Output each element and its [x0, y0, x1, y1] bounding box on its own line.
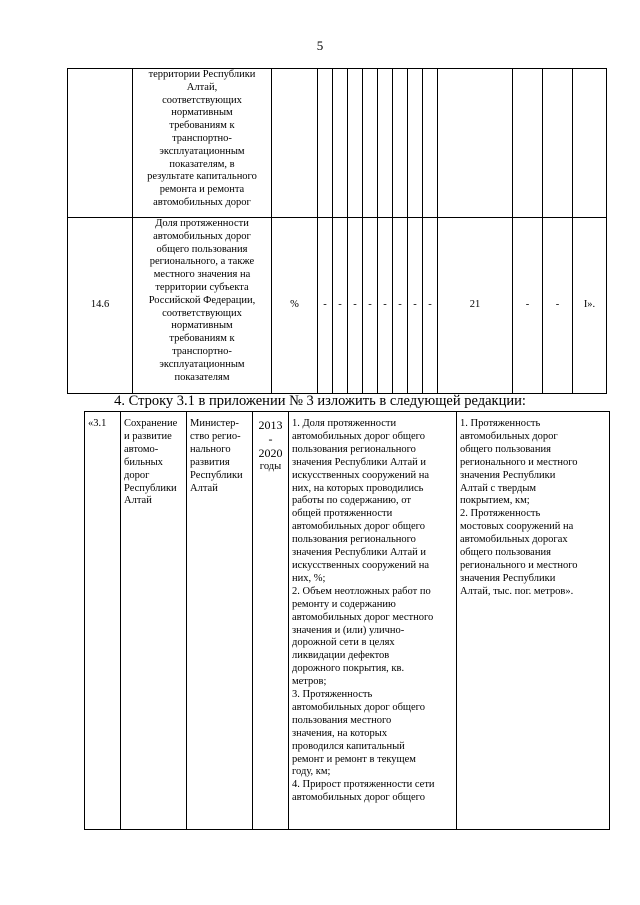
indicator-line: дорожной сети в целях [292, 637, 395, 649]
indicator-line: них, на которых проводились [292, 482, 424, 494]
description-line: показателям, в [169, 158, 235, 170]
results-cell [457, 412, 610, 830]
description-line: эксплуатационным [159, 358, 245, 370]
indicator-line: общей протяженности [292, 508, 393, 520]
description-line: автомобильных дорог [153, 196, 251, 208]
result-line: значения Республики [460, 572, 556, 584]
result-line: Алтай, тыс. пог. метров». [460, 585, 574, 597]
program-line: Республики [124, 482, 177, 494]
closing-quote-cell: I». [573, 218, 607, 394]
description-line: общего пользования [156, 243, 248, 255]
result-line: Алтай с твердым [460, 482, 537, 494]
indicators-table-continued [67, 68, 607, 394]
result-line: 1. Протяженность [460, 418, 541, 429]
indicator-line: значения, на которых [292, 727, 388, 739]
years-line: 2020 [258, 446, 283, 460]
program-line: автомо- [124, 443, 159, 455]
page-number: 5 [316, 38, 324, 53]
indicator-line: ремонт и ремонт в текущем [292, 753, 416, 765]
value-cell: - [393, 218, 408, 394]
row-number-cell: «3.1 [85, 412, 121, 830]
indicator-line: метров; [292, 676, 327, 688]
indicator-line: ликвидации дефектов [292, 650, 390, 662]
ministry-line: ство регио- [190, 430, 241, 442]
description-line: соответствующих [162, 307, 242, 319]
indicator-line: 2. Объем неотложных работ по [292, 585, 431, 597]
ministry-cell [187, 412, 253, 830]
indicator-line: значения Республики Алтай и [292, 456, 427, 468]
description-line: Российской Федерации, [148, 294, 256, 306]
indicator-line: искусственных сооружений на [292, 559, 430, 571]
indicator-line: искусственных сооружений на [292, 469, 430, 481]
description-line: результате капитального [147, 171, 257, 183]
description-line: нормативным [171, 320, 233, 332]
ministry-line: развития [190, 456, 230, 468]
result-line: автомобильных дорогах [460, 534, 568, 546]
description-line: соответствующих [162, 94, 242, 106]
ministry-line: нального [190, 443, 231, 455]
indicator-line: значения и (или) улично- [292, 624, 405, 636]
result-line: значения Республики [460, 469, 556, 481]
program-name-cell [121, 412, 187, 830]
value-cell: 21 [438, 218, 513, 394]
result-line: 2. Протяженность [460, 508, 541, 520]
result-line: автомобильных дорог [460, 430, 558, 442]
description-line: территории Республики [148, 69, 256, 80]
program-line: бильных [124, 456, 163, 468]
row-number-cell [68, 69, 133, 218]
result-line: регионального и местного [460, 456, 578, 468]
indicator-line: году, км; [292, 766, 331, 778]
table-row [68, 218, 607, 394]
description-line: регионального, а также [149, 256, 255, 268]
description-line: местного значения на [153, 269, 251, 281]
description-line: нормативным [171, 107, 233, 119]
description-line: показателям [174, 371, 230, 383]
result-line: покрытием, км; [460, 495, 530, 507]
result-line: мостовых сооружений на [460, 521, 574, 533]
indicator-line: автомобильных дорог общего [292, 701, 425, 713]
result-line: общего пользования [460, 443, 551, 455]
indicator-line: работы по содержанию, от [292, 495, 411, 507]
description-line: ремонта и ремонта [159, 184, 245, 196]
indicator-line: 4. Прирост протяженности сети [292, 779, 435, 791]
description-line: транспортно- [172, 345, 232, 357]
indicators-cell [289, 412, 457, 830]
program-line: Алтай [124, 495, 152, 507]
value-cell: - [318, 218, 333, 394]
indicator-line: пользования местного [292, 714, 392, 726]
row-number-cell: 14.6 [68, 218, 133, 394]
indicator-line: автомобильных дорог общего [292, 430, 425, 442]
description-line: требованиям к [169, 333, 235, 345]
unit-cell: % [272, 218, 318, 394]
indicator-line: автомобильных дорог общего [292, 792, 425, 804]
indicator-line: ремонту и содержанию [292, 598, 396, 610]
value-cell: - [513, 218, 543, 394]
ministry-line: Министер- [190, 418, 239, 429]
table-row [68, 69, 607, 218]
indicator-line: автомобильных дорог местного [292, 611, 434, 623]
description-cell [133, 218, 272, 394]
description-line: Доля протяженности [155, 218, 249, 229]
description-line: Алтай, [186, 81, 218, 93]
table-row [85, 412, 610, 830]
years-line: - [268, 432, 273, 446]
years-line: годы [259, 461, 282, 472]
indicator-line: 3. Протяженность [292, 689, 373, 701]
ministry-line: Алтай [190, 482, 218, 494]
section-heading: 4. Строку 3.1 в приложении № 3 изложить в следующей редакции: [114, 393, 526, 409]
indicator-line: дорожного покрытия, кв. [292, 663, 405, 675]
description-line: автомобильных дорог [153, 230, 251, 242]
indicator-line: пользования регионального [292, 443, 416, 455]
program-line: и развитие [124, 430, 172, 442]
description-line: территории субъекта [155, 281, 249, 293]
description-line: требованиям к [169, 120, 235, 132]
value-cell: - [378, 218, 393, 394]
program-line: Сохранение [124, 418, 178, 429]
years-cell [253, 412, 289, 830]
indicator-line: проводился капитальный [292, 740, 405, 752]
result-line: регионального и местного [460, 559, 578, 571]
result-line: общего пользования [460, 547, 551, 559]
indicator-line: значения Республики Алтай и [292, 547, 427, 559]
years-line: 2013 [258, 418, 283, 432]
description-line: эксплуатационным [159, 145, 245, 157]
description-line: транспортно- [172, 132, 232, 144]
program-line: дорог [124, 469, 150, 481]
indicator-line: пользования регионального [292, 534, 416, 546]
indicator-line: них, %; [292, 572, 326, 584]
value-cell: - [333, 218, 348, 394]
value-cell: - [363, 218, 378, 394]
value-cell: - [423, 218, 438, 394]
value-cell: - [348, 218, 363, 394]
indicator-line: автомобильных дорог общего [292, 521, 425, 533]
ministry-line: Республики [190, 469, 243, 481]
program-table [84, 411, 610, 830]
value-cell: - [408, 218, 423, 394]
indicator-line: 1. Доля протяженности [292, 418, 397, 429]
description-cell [133, 69, 272, 218]
value-cell: - [543, 218, 573, 394]
